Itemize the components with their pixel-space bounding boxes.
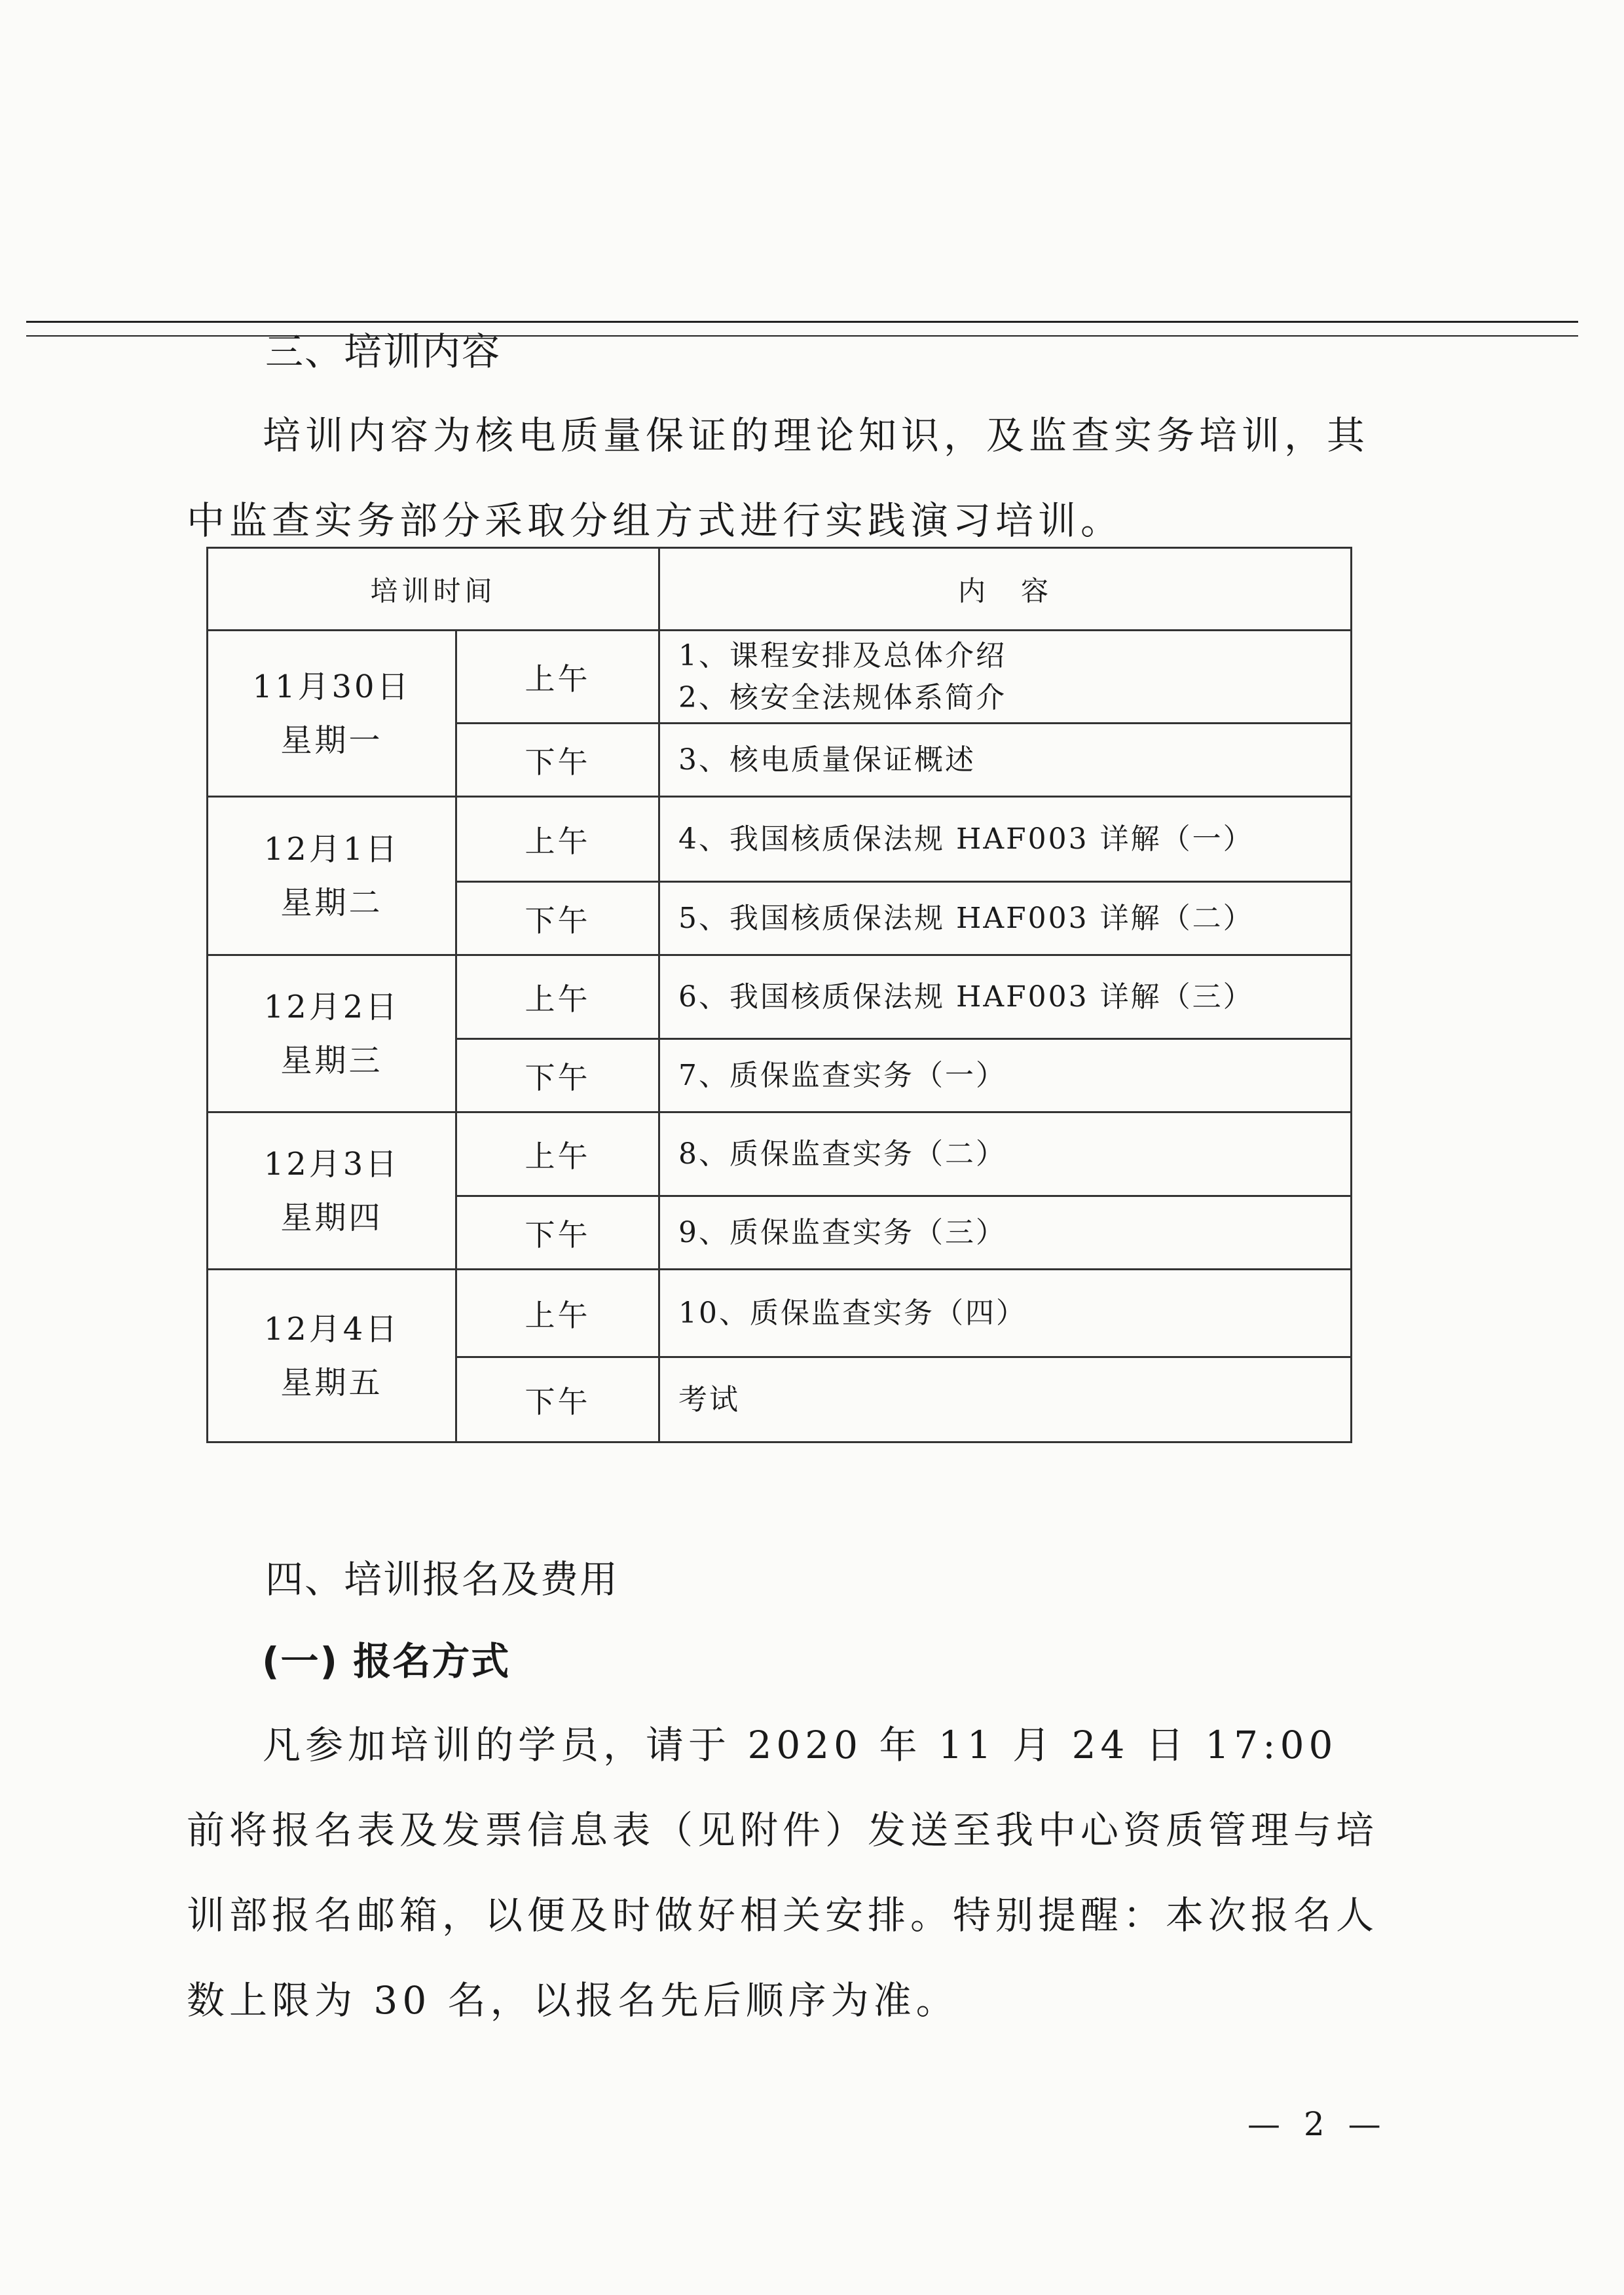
day-weekday: 星期二 [280,884,383,921]
day-cell [208,631,456,797]
header-rule-top [26,321,1578,323]
pm-label: 下午 [456,1357,659,1442]
day-cell [208,1270,456,1442]
am-label: 上午 [456,1112,659,1196]
am-content: 6、我国核质保法规 HAF003 详解（三） [659,955,1352,1039]
page-number: — 2 — [1247,2105,1388,2143]
table-header-row [208,548,1352,631]
pm-content: 7、质保监查实务（一） [659,1039,1352,1112]
day-date: 12月1日 [263,830,400,868]
day-cell [208,1112,456,1270]
am-label: 上午 [456,797,659,882]
am-content [659,631,1352,724]
day-date: 12月2日 [263,988,400,1025]
day-cell [208,797,456,955]
am-content: 8、质保监查实务（二） [659,1112,1352,1196]
pm-content: 9、质保监查实务（三） [659,1196,1352,1270]
am-label: 上午 [456,955,659,1039]
section-3-heading: 三、培训内容 [265,329,502,374]
table-row [208,631,1352,724]
am-content-line: 2、核安全法规体系简介 [678,680,1006,714]
am-label: 上午 [456,1270,659,1357]
pm-content: 5、我国核质保法规 HAF003 详解（二） [659,882,1352,955]
training-schedule-table [206,547,1352,1443]
am-content-line: 1、课程安排及总体介绍 [678,638,1006,672]
pm-content: 考试 [659,1357,1352,1442]
table-row [208,955,1352,1039]
am-content: 4、我国核质保法规 HAF003 详解（一） [659,797,1352,882]
section-4-heading: 四、培训报名及费用 [265,1557,619,1602]
day-weekday: 星期三 [280,1042,383,1079]
day-weekday: 星期四 [280,1199,383,1236]
pm-label: 下午 [456,1039,659,1112]
day-cell [208,955,456,1112]
day-date: 11月30日 [252,668,411,705]
header-rule-bottom [26,335,1578,337]
am-label: 上午 [456,631,659,724]
pm-content: 3、核电质量保证概述 [659,724,1352,797]
day-weekday: 星期一 [280,722,383,759]
table-row [208,797,1352,882]
table-row [208,1112,1352,1196]
registration-paragraph: 凡参加培训的学员，请于 2020 年 11 月 24 日 17:00 前将报名表及发票信息表（见附件）发送至我中心资质管理与培训部报名邮箱，以便及时做好相关安排。特别提醒：本次报名人数上限为 30 名，以报名先后顺序为准。 [187,1723,1379,2023]
pm-label: 下午 [456,882,659,955]
header-content: 内 容 [659,548,1352,631]
pm-label: 下午 [456,1196,659,1270]
day-date: 12月4日 [263,1310,400,1348]
day-weekday: 星期五 [280,1364,383,1401]
table-row [208,1270,1352,1357]
section-3-paragraph: 培训内容为核电质量保证的理论知识，及监查实务培训，其中监查实务部分采取分组方式进行实践演习培训。 [187,413,1370,543]
registration-method-heading: (一) 报名方式 [262,1639,511,1683]
header-training-time: 培训时间 [208,548,659,631]
am-content: 10、质保监查实务（四） [659,1270,1352,1357]
day-date: 12月3日 [263,1145,400,1183]
pm-label: 下午 [456,724,659,797]
